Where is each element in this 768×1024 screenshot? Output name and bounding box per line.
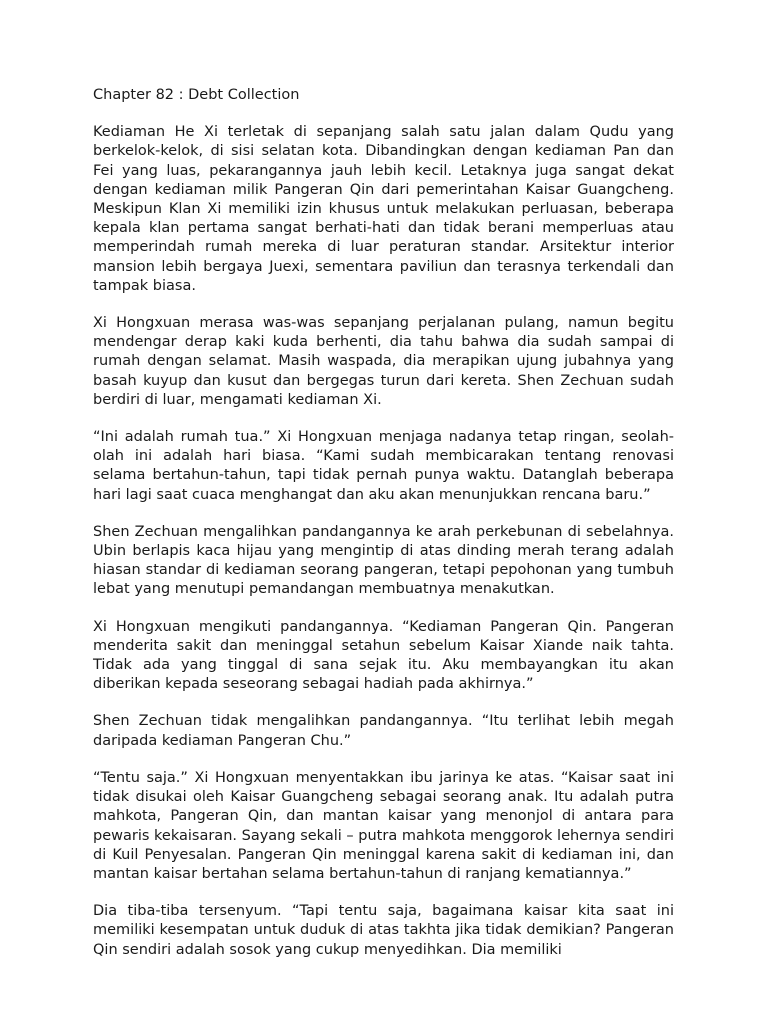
chapter-title: Chapter 82 : Debt Collection xyxy=(93,87,300,103)
document-page xyxy=(93,86,674,978)
paragraph: “Ini adalah rumah tua.” Xi Hongxuan menjaga nadanya tetap ringan, seolah-olah ini adalah hari biasa. “Kami sudah membicarakan tentang renovasi selama bertahun-tahun, tapi tidak pernah punya waktu. Datanglah beberapa hari lagi saat cuaca menghangat dan aku akan menunjukkan rencana baru.” xyxy=(93,429,674,503)
paragraph: Shen Zechuan mengalihkan pandangannya ke arah perkebunan di sebelahnya. Ubin berlapis kaca hijau yang mengintip di atas dinding merah terang adalah hiasan standar di kediaman seorang pangeran, tetapi pepohonan yang tumbuh lebat yang menutupi pemandangan membuatnya menakutkan. xyxy=(93,523,674,598)
paragraph: Xi Hongxuan mengikuti pandangannya. “Kediaman Pangeran Qin. Pangeran menderita sakit dan meninggal setahun sebelum Kaisar Xiande naik tahta. Tidak ada yang tinggal di sana sejak itu. Aku membayangkan itu akan diberikan kepada seseorang sebagai hadiah pada akhirnya.” xyxy=(93,618,674,693)
paragraph: Kediaman He Xi terletak di sepanjang salah satu jalan dalam Qudu yang berkelok-kelok, di sisi selatan kota. Dibandingkan dengan kediaman Pan dan Fei yang luas, pekarangannya jauh lebih kecil. Letaknya juga sangat dekat dengan kediaman milik Pangeran Qin dari pemerintahan Kaisar Guangcheng. Meskipun Klan Xi memiliki izin khusus untuk melakukan perluasan, beberapa kepala klan pertama sangat berhati-hati dan tidak berani memperluas atau memperindah rumah mereka di luar peraturan standar. Arsitektur interior mansion lebih bergaya Juexi, sementara paviliun dan terasnya terkendali dan tampak biasa. xyxy=(93,124,674,294)
paragraph: Xi Hongxuan merasa was-was sepanjang perjalanan pulang, namun begitu mendengar derap kaki kuda berhenti, dia tahu bahwa dia sudah sampai di rumah dengan selamat. Masih waspada, dia merapikan ujung jubahnya yang basah kuyup dan kusut dan bergegas turun dari kereta. Shen Zechuan sudah berdiri di luar, mengamati kediaman Xi. xyxy=(93,315,674,408)
paragraph: “Tentu saja.” Xi Hongxuan menyentakkan ibu jarinya ke atas. “Kaisar saat ini tidak disukai oleh Kaisar Guangcheng sebagai seorang anak. Itu adalah putra mahkota, Pangeran Qin, dan mantan kaisar yang menonjol di antara para pewaris kekaisaran. Sayang sekali – putra mahkota menggorok lehernya sendiri di Kuil Penyesalan. Pangeran Qin meninggal karena sakit di kediaman ini, dan mantan kaisar bertahan selama bertahun-tahun di ranjang kematiannya.” xyxy=(93,769,674,882)
paragraph: Shen Zechuan tidak mengalihkan pandangannya. “Itu terlihat lebih megah daripada kediaman Pangeran Chu.” xyxy=(93,713,674,749)
paragraph: Dia tiba-tiba tersenyum. “Tapi tentu saja, bagaimana kaisar kita saat ini memiliki kesempatan untuk duduk di atas takhta jika tidak demikian? Pangeran Qin sendiri adalah sosok yang cukup menyedihkan. Dia memiliki xyxy=(93,903,674,958)
